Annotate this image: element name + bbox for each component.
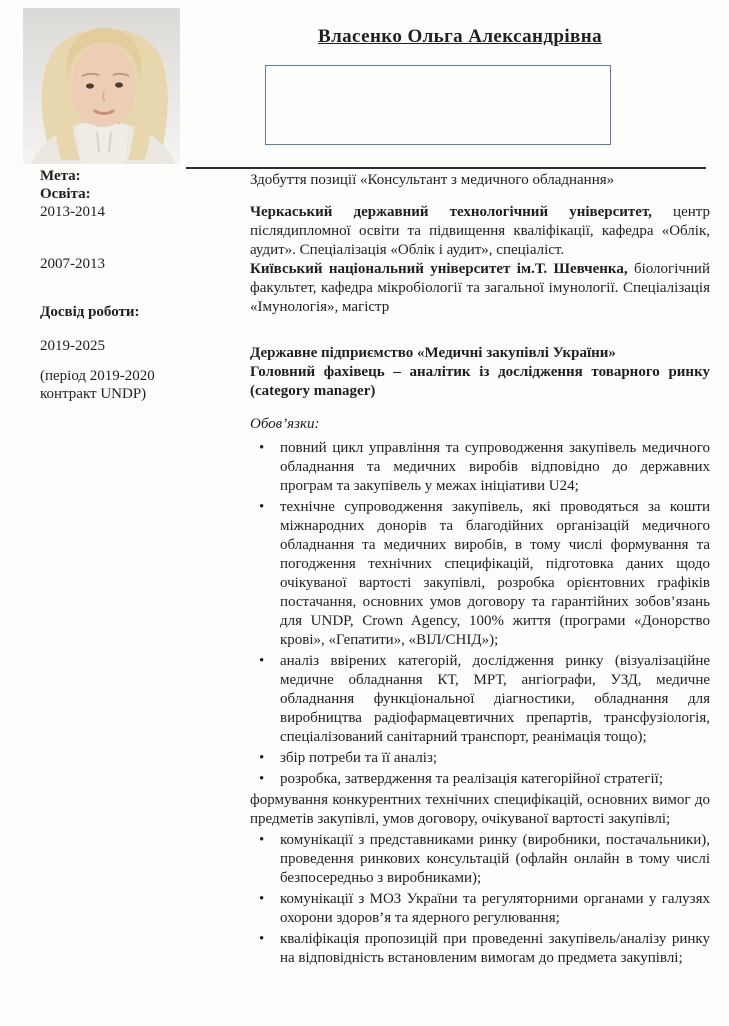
education-details-1: центр післядипломної освіти та підвищення кваліфікації, кафедра «Облік, аудит». Спеціалізація «Облік і аудит», спеціаліст. — [250, 204, 710, 258]
duty-item: • розробка, затвердження та реалізація категорійної стратегії; — [250, 770, 710, 789]
header-divider — [186, 167, 706, 169]
education-institution-2: Київський національний університет ім.Т. Шевченка, — [250, 261, 628, 277]
candidate-name: Власенко Ольга Александрівна — [318, 26, 602, 47]
education-institution-1: Черкаський державний технологічний університет, — [250, 204, 652, 220]
contact-box — [265, 65, 611, 145]
duty-item: • комунікації з МОЗ України та регуляторними органами у галузях охорони здоров’я та ядерного регулювання; — [250, 890, 710, 928]
duties-list-2 — [250, 831, 710, 968]
education-entry-1 — [250, 203, 710, 260]
education-label: Освіта: — [40, 186, 91, 202]
duty-item: • технічне супроводження закупівель, які проводяться за кошти міжнародних донорів та благодійних організацій медичного обладнання та медичних виробів, в тому числі формування та погодження технічних специфікацій, підготовка даних щодо очікуваної вартості закупівлі, розробка орієнтовних графіків постачання, основних умов договору та гарантійних зобов’язань для UNDP, Crown Agency, 100% життя (програми «Донорство крові», «Гепатити», «ВІЛ/СНІД»); — [250, 498, 710, 650]
duties-label: Обов’язки: — [250, 416, 320, 432]
duty-item: • аналіз ввірених категорій, дослідження ринку (візуалізаційне медичне обладнання КТ, МРТ, ангіографи, УЗД, медичне обладнання функціональної діагностики, обладнання для виробництва радіофармацевтичних препартів, трансфузіологія, спеціалізований санітарний транспорт, реанімація тощо); — [250, 652, 710, 747]
duty-item: • збір потреби та її аналіз; — [250, 749, 710, 768]
experience-label: Досвід роботи: — [40, 304, 140, 320]
duty-item: • повний цикл управління та супроводження закупівель медичного обладнання та медичних виробів відповідно до державних програм та закупівель у межах ініціативи U24; — [250, 439, 710, 496]
education-date-2: 2007-2013 — [40, 256, 105, 272]
education-details-2: біологічний факультет, кафедра мікробіології та загальної імунології. Спеціалізація «Імунологія», магістр — [250, 261, 710, 315]
job-position: Головний фахівець – аналітик із дослідження товарного ринку (category manager) — [250, 364, 710, 399]
employer-name: Державне підприємство «Медичні закупівлі України» — [250, 345, 616, 361]
profile-photo — [23, 8, 180, 164]
portrait-illustration — [23, 8, 180, 164]
duty-item: • комунікації з представниками ринку (виробники, постачальники), проведення ринкових консультацій (офлайн онлайн в тому числі безпосередньо з виробниками); — [250, 831, 710, 888]
main-column — [250, 171, 710, 970]
duty-item: • кваліфікація пропозицій при проведенні закупівель/аналізу ринку на відповідність встановленим вимогам до предмета закупівлі; — [250, 930, 710, 968]
experience-date: 2019-2025 — [40, 338, 105, 354]
objective-text: Здобуття позиції «Консультант з медичного обладнання» — [250, 172, 615, 188]
duties-list-1 — [250, 439, 710, 789]
education-entry-2 — [250, 260, 710, 317]
duty-unbulleted: формування конкурентних технічних специфікацій, основних вимог до предметів закупівлі, умов договору, очікуваної вартості закупівлі; — [250, 792, 710, 827]
experience-note: (період 2019-2020 контракт UNDP) — [40, 368, 155, 402]
meta-label: Мета: — [40, 168, 81, 184]
education-date-1: 2013-2014 — [40, 204, 105, 220]
